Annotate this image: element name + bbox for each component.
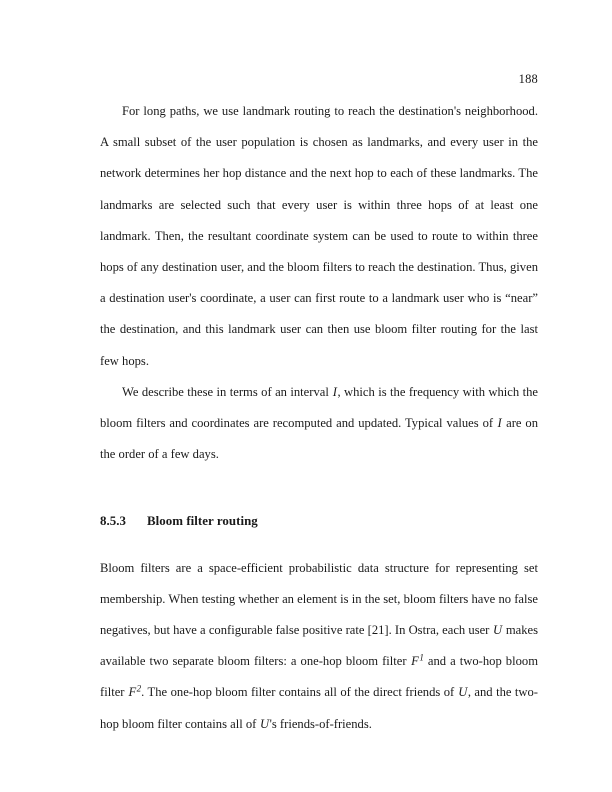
paragraph-2-segment-1: We describe these in terms of an interval: [122, 384, 333, 399]
paragraph-bloom-filters: [100, 553, 538, 740]
paragraph-2-segment-3: are on the order of a few days.: [100, 416, 538, 462]
paragraph-2-segment-2: , which is the frequency with which the bloom filters and coordinates are recomputed and updated. Typical values of: [100, 384, 538, 431]
paragraph-1-text: For long paths, we use landmark routing to reach the destination's neighborhood. A small subset of the user population is chosen as landmarks, and every user in the network determines her hop distance and the next hop to each of these landmarks. The landmarks are selected such that every user is within three hops of at least one landmark. Then, the resultant coordinate system can be used to route to within three hops of any destination user, and the bloom filters to reach the destination. Thus, given a destination user's coordinate, a user can first route to a landmark user who is “near” the destination, and this landmark user can then use bloom filter routing for the last few hops.: [100, 104, 538, 368]
paragraph-landmark-routing: [100, 96, 538, 377]
heading-space-below: [100, 538, 538, 553]
math-symbol-user-3: U: [260, 716, 270, 731]
superscript-2: 2: [136, 684, 142, 695]
section-title: Bloom filter routing: [147, 514, 258, 529]
paragraph-interval-description: [100, 377, 538, 471]
paragraph-3-segment-2: makes available two separate bloom filters: a one-hop bloom filter: [100, 623, 538, 669]
paragraph-3-segment-4: . The one-hop bloom filter contains all of the direct friends of: [141, 685, 458, 700]
math-symbol-F-2: F: [128, 685, 137, 700]
math-symbol-F-1: F: [411, 654, 419, 669]
section-number: 8.5.3: [100, 514, 127, 529]
math-symbol-interval-2: I: [497, 416, 502, 431]
page-number: 188: [518, 72, 538, 86]
page-text-block: [100, 96, 538, 740]
heading-space-above: [100, 470, 538, 506]
math-symbol-filter-two-hop: [128, 685, 141, 699]
superscript-1: 1: [419, 652, 424, 663]
paragraph-3-segment-3: and a two-hop bloom filter: [100, 654, 538, 700]
math-symbol-user-2: U: [458, 685, 468, 700]
paragraph-3-segment-5: , and the two-hop bloom filter contains all of: [100, 685, 538, 731]
section-heading-bloom-filter-routing: [100, 506, 538, 537]
math-symbol-user-1: U: [493, 623, 503, 638]
paragraph-3-segment-6: 's friends-of-friends.: [269, 716, 372, 731]
math-symbol-interval-1: I: [332, 384, 337, 399]
paragraph-3-segment-1: Bloom filters are a space-efficient probabilistic data structure for representing set membership. When testing whether an element is in the set, bloom filters have no false negatives, but have a configurable false positive rate [21]. In Ostra, each user: [100, 560, 538, 638]
math-symbol-filter-one-hop: [411, 654, 424, 668]
